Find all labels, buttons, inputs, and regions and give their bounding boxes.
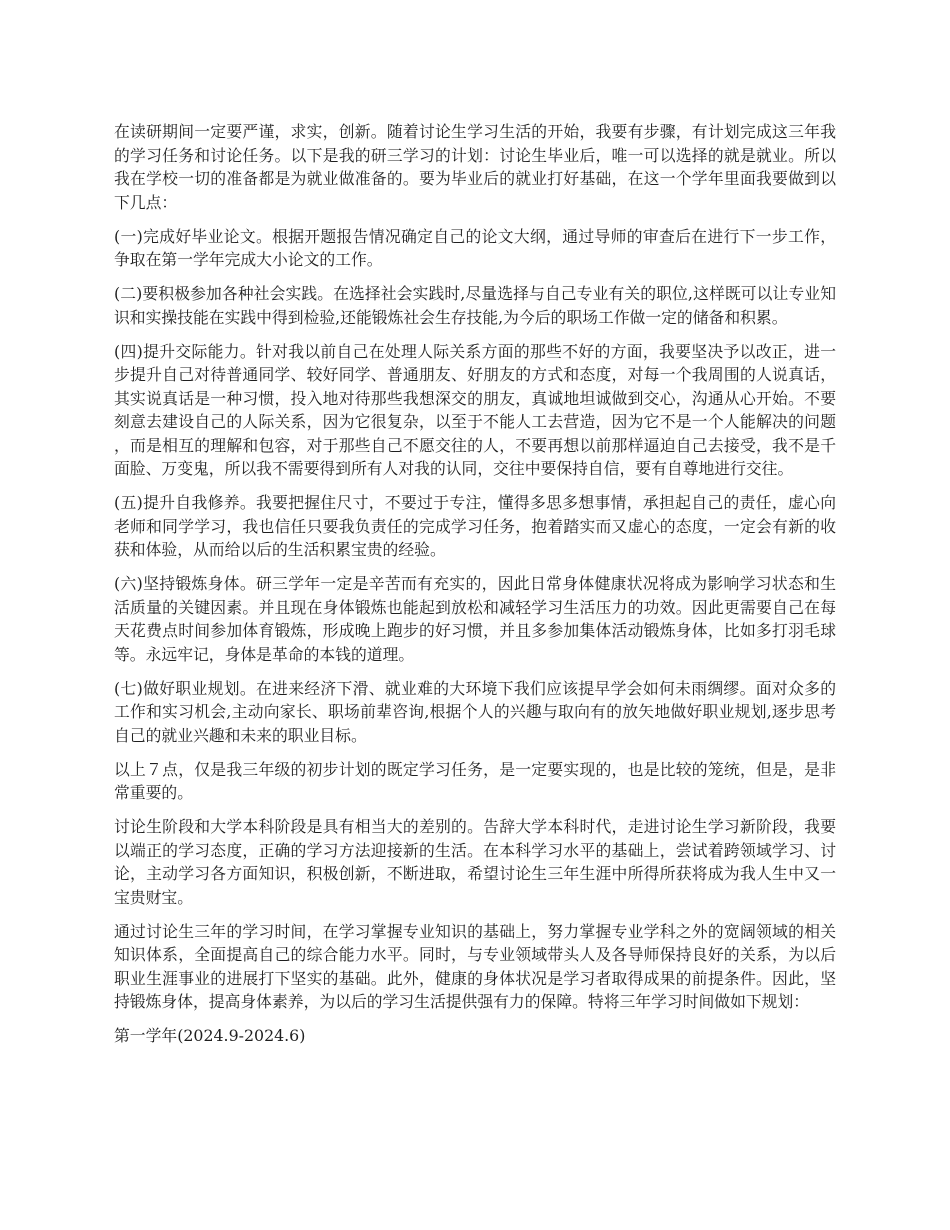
paragraph-communication: (四)提升交际能力。针对我以前自己在处理人际关系方面的那些不好的方面，我要坚决予以改正，进一步提升自己对待普通同学、较好同学、普通朋友、好朋友的方式和态度，对每一个我周围的人说真话，其实说真话是一种习惯，投入地对待那些我想深交的朋友，真诚地坦诚做到交心，沟通从心开始。不要刻意去建设自己的人际关系，因为它很复杂，以至于不能人工去营造，因为它不是一个人能解决的问题，而是相互的理解和包容，对于那些自己不愿交往的人，不要再想以前那样逼迫自己去接受，我不是千面脸、万变鬼，所以我不需要得到所有人对我的认同，交往中要保持自信，要有自尊地进行交往。 — [114, 341, 836, 478]
paragraph-self-cultivation: (五)提升自我修养。我要把握住尺寸，不要过于专注，懂得多思多想事情，承担起自己的责任，虚心向老师和同学学习，我也信任只要我负责任的完成学习任务，抱着踏实而又虚心的态度，一定会有新的收获和体验，从而给以后的生活积累宝贵的经验。 — [114, 493, 836, 559]
paragraph-exercise: (六)坚持锻炼身体。研三学年一定是辛苦而有充实的，因此日常身体健康状况将成为影响学习状态和生活质量的关键因素。并且现在身体锻炼也能起到放松和减轻学习生活压力的功效。因此更需要自己在每天花费点时间参加体育锻炼，形成晚上跑步的好习惯，并且多参加集体活动锻炼身体，比如多打羽毛球等。永远牢记，身体是革命的本钱的道理。 — [114, 574, 836, 664]
paragraph-career-planning: (七)做好职业规划。在进来经济下滑、就业难的大环境下我们应该提早学会如何未雨绸缪。面对众多的工作和实习机会,主动向家长、职场前辈咨询,根据个人的兴趣与取向有的放矢地做好职业规划,逐步思考自己的就业兴趣和未来的职业目标。 — [114, 678, 836, 745]
document-body — [114, 120, 836, 1048]
paragraph-summary: 以上７点，仅是我三年级的初步计划的既定学习任务，是一定要实现的，也是比较的笼统，但是，是非常重要的。 — [114, 759, 836, 802]
paragraph-stage-difference: 讨论生阶段和大学本科阶段是具有相当大的差别的。告辞大学本科时代，走进讨论生学习新阶段，我要以端正的学习态度，正确的学习方法迎接新的生活。在本科学习水平的基础上，尝试着跨领域学习、讨论，主动学习各方面知识，积极创新，不断进取，希望讨论生三年生涯中所得所获将成为我人生中又一宝贵财宝。 — [114, 817, 836, 907]
paragraph-social-practice: (二)要积极参加各种社会实践。在选择社会实践时,尽量选择与自己专业有关的职位,这样既可以让专业知识和实操技能在实践中得到检验,还能锻炼社会生存技能,为今后的职场工作做一定的储备和积累。 — [114, 284, 836, 327]
paragraph-three-year-plan: 通过讨论生三年的学习时间，在学习掌握专业知识的基础上，努力掌握专业学科之外的宽阔领域的相关知识体系，全面提高自己的综合能力水平。同时，与专业领域带头人及各导师保持良好的关系，为以后职业生涯事业的进展打下坚实的基础。此外，健康的身体状况是学习者取得成果的前提条件。因此，坚持锻炼身体，提高身体素养，为以后的学习生活提供强有力的保障。特将三年学习时间做如下规划： — [114, 921, 836, 1011]
year-heading: 第一学年(2024.9-2024.6) — [114, 1026, 306, 1045]
intro-paragraph: 在读研期间一定要严谨，求实，创新。随着讨论生学习生活的开始，我要有步骤，有计划完成这三年我的学习任务和讨论任务。以下是我的研三学习的计划：讨论生毕业后，唯一可以选择的就是就业。所以我在学校一切的准备都是为就业做准备的。要为毕业后的就业打好基础，在这一个学年里面我要做到以下几点： — [114, 122, 836, 212]
paragraph-thesis: (一)完成好毕业论文。根据开题报告情况确定自己的论文大纲，通过导师的审查后在进行下一步工作，争取在第一学年完成大小论文的工作。 — [114, 226, 836, 269]
